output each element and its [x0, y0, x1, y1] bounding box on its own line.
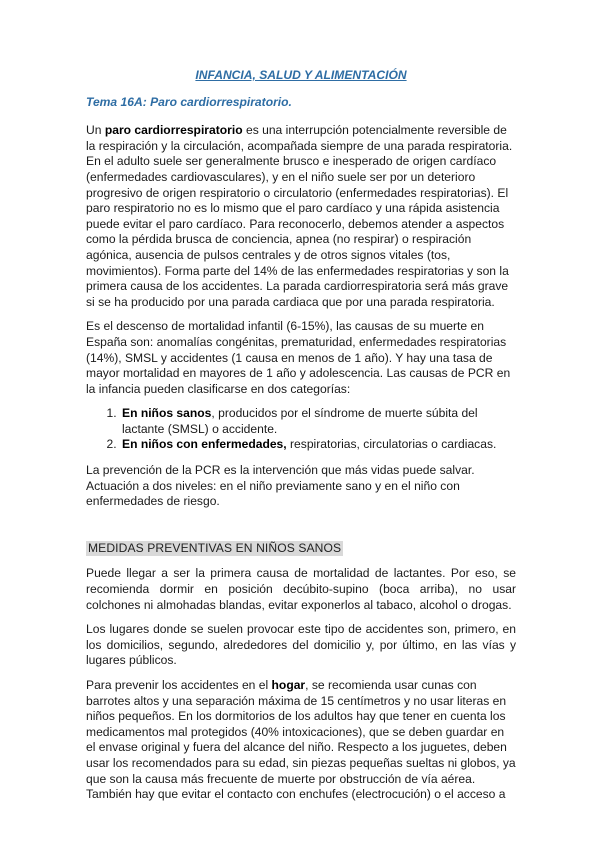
- paragraph-prevention: La prevención de la PCR es la intervención que más vidas puede salvar. Actuación a dos niveles: en el niño previamente sano y en el niño con enfermedades de riesgo.: [86, 463, 475, 509]
- causes-list: [86, 406, 516, 453]
- list-item: 1. En niños sanos, producidos por el síndrome de muerte súbita del lactante (SMSL) o accidente.: [120, 406, 516, 437]
- topic-title: Tema 16A: Paro cardiorrespiratorio.: [86, 94, 292, 109]
- paragraph-mortality: Es el descenso de mortalidad infantil (6-15%), las causas de su muerte en España son: anomalías congénitas, prematuridad, enfermedades respiratorias (14%), SMSL y accidentes (1 causa en menos de 1 año). Y hay una tasa de mayor mortalidad en mayores de 1 año y adolescencia. Las causas de PCR en la infancia pueden clasificarse en dos categorías:: [86, 319, 511, 396]
- paragraph-home: Para prevenir los accidentes en el hogar, se recomienda usar cunas con barrotes altos y una separación máxima de 15 centímetros y no usar literas en niños pequeños. En los dormitorios de los adultos hay que tener en cuenta los medicamentos mal protegidos (40% intoxicaciones), que se deben guardar en el envase original y fuera del alcance del niño. Respecto a los juguetes, deben usar los recomendados para su edad, sin piezas pequeñas sueltas ni globos, ya que son la causa más frecuente de muerte por obstrucción de vía aérea. También hay que evitar el contacto con enchufes (electrocución) o el acceso a: [86, 678, 516, 802]
- section-heading: MEDIDAS PREVENTIVAS EN NIÑOS SANOS: [88, 540, 342, 555]
- list-item: 2. En niños con enfermedades, respiratorias, circulatorias o cardiacas.: [120, 437, 516, 453]
- paragraph-definition: Un paro cardiorrespiratorio es una interrupción potencialmente reversible de la respiración y la circulación, acompañada siempre de una parada respiratoria. En el adulto suele ser generalmente brusco e inesperado de origen cardíaco (enfermedades cardiovasculares), y en el niño suele ser por un deterioro progresivo de origen respiratorio o circulatorio (enfermedades respiratorias). El paro respiratorio no es lo mismo que el paro cardíaco y una rápida asistencia puede evitar el paro cardíaco. Para reconocerlo, debemos atender a aspectos como la pérdida brusca de conciencia, apnea (no respirar) o respiración agónica, ausencia de pulsos centrales y de otros signos vitales (tos, movimientos). Forma parte del 14% de las enfermedades respiratorias y son la primera causa de los accidentes. La parada cardiorrespiratoria será más grave si se ha producido por una parada cardiaca que por una parada respiratoria.: [86, 123, 513, 309]
- term-bold: hogar: [271, 678, 306, 692]
- paragraph-places: Los lugares donde se suelen provocar este tipo de accidentes son, primero, en los domicilios, segundo, alrededores del domicilio y, por último, en las vías y lugares públicos.: [86, 622, 516, 668]
- document-header: INFANCIA, SALUD Y ALIMENTACIÓN: [195, 68, 407, 82]
- term-bold: paro cardiorrespiratorio: [104, 123, 243, 138]
- paragraph-sleep: Puede llegar a ser la primera causa de mortalidad de lactantes. Por eso, se recomienda dormir en posición decúbito-supino (boca arriba), no usar colchones ni almohadas blandas, evitar exponerlos al tabaco, alcohol o drogas.: [86, 566, 516, 612]
